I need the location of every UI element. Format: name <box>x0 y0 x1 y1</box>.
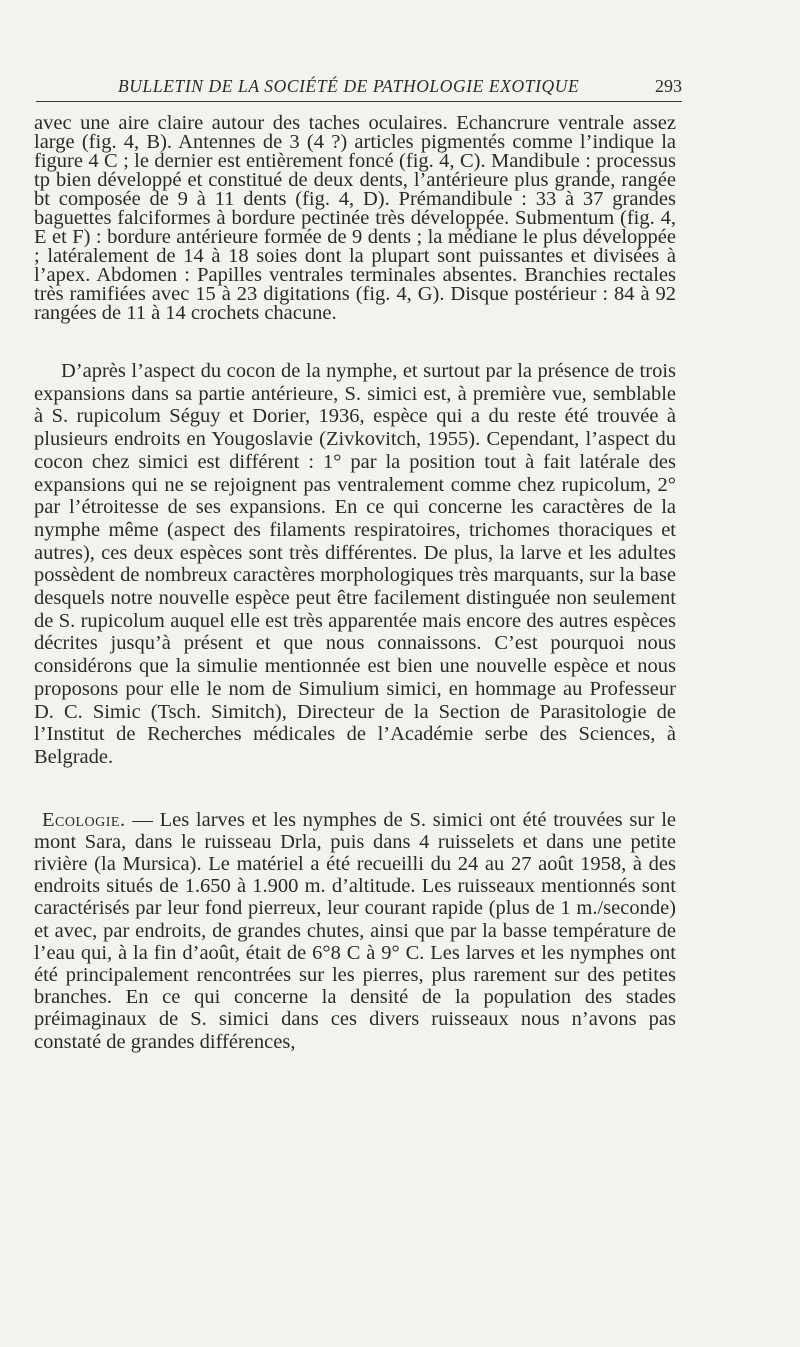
paragraph-ecology <box>34 809 676 1053</box>
ecology-text: — Les larves et les nymphes de S. simici ont été trouvées sur le mont Sara, dans le ruisseau Drla, puis dans 4 ruisselets et dans une petite rivière (la Mursica). Le matériel a été recueilli du 24 au 27 août 1958, à des endroits situés de 1.650 à 1.900 m. d’altitude. Les ruisseaux mentionnés sont caractérisés par leur fond pierreux, leur courant rapide (plus de 1 m./seconde) et avec, par endroits, de grandes chutes, ainsi que par la basse température de l’eau qui, à la fin d’août, était de 6°8 C à 9° C. Les larves et les nymphes ont été principalement rencontrées sur les pierres, plus rarement sur des petites branches. En ce qui concerne la densité de la population des stades préimaginaux de S. simici dans ces divers ruisseaux nous n’avons pas constaté de grandes différences, <box>34 808 676 1053</box>
body-text <box>34 114 676 1053</box>
section-heading-ecology: Ecologie. <box>42 808 126 831</box>
paragraph-larva-description: avec une aire claire autour des taches oculaires. Echancrure ventrale assez large (fig. 4, B). Antennes de 3 (4 ?) articles pigmentés comme l’indique la figure 4 C ; le dernier est entièrement foncé (fig. 4, C). Mandibule : processus tp bien développé et constitué de deux dents, l’antérieure plus grande, rangée bt composée de 9 à 11 dents (fig. 4, D). Prémandibule : 33 à 37 grandes baguettes falciformes à bordure pectinée très développée. Submentum (fig. 4, E et F) : bordure antérieure formée de 9 dents ; la médiane le plus développée ; latéralement de 14 à 18 soies dont la plupart sont puissantes et divisées à l’apex. Abdomen : Papilles ventrales terminales absentes. Branchies rectales très ramifiées avec 15 à 23 digitations (fig. 4, G). Disque postérieur : 84 à 92 rangées de 11 à 14 crochets chacune. <box>34 112 676 324</box>
running-head <box>36 76 682 102</box>
paragraph-species-comparison: D’après l’aspect du cocon de la nymphe, et surtout par la présence de trois expansions dans sa partie antérieure, S. simici est, à première vue, semblable à S. rupicolum Séguy et Dorier, 1936, espèce qui a du reste été trouvée à plusieurs endroits en Yougoslavie (Zivkovitch, 1955). Cependant, l’aspect du cocon chez simici est différent : 1° par la position tout à fait latérale des expansions qui ne se rejoignent pas ventralement comme chez rupicolum, 2° par l’étroitesse de ses expansions. En ce qui concerne les caractères de la nymphe même (aspect des filaments respiratoires, trichomes thoraciques et autres), ces deux espèces sont très différentes. De plus, la larve et les adultes possèdent de nombreux caractères morphologiques très marquants, sur la base desquels notre nouvelle espèce peut être facilement distinguée non seulement de S. rupicolum auquel elle est très apparentée mais encore des autres espèces décrites jusqu’à présent et que nous connaissons. C’est pourquoi nous considérons que la simulie mentionnée est bien une nouvelle espèce et nous proposons pour elle le nom de Simulium simici, en hommage au Professeur D. C. Simic (Tsch. Simitch), Directeur de la Section de Parasitologie de l’Institut de Recherches médicales de l’Académie serbe des Sciences, à Belgrade. <box>34 360 676 768</box>
journal-title: BULLETIN DE LA SOCIÉTÉ DE PATHOLOGIE EXOTIQUE <box>118 76 580 96</box>
page-number: 293 <box>655 76 682 96</box>
